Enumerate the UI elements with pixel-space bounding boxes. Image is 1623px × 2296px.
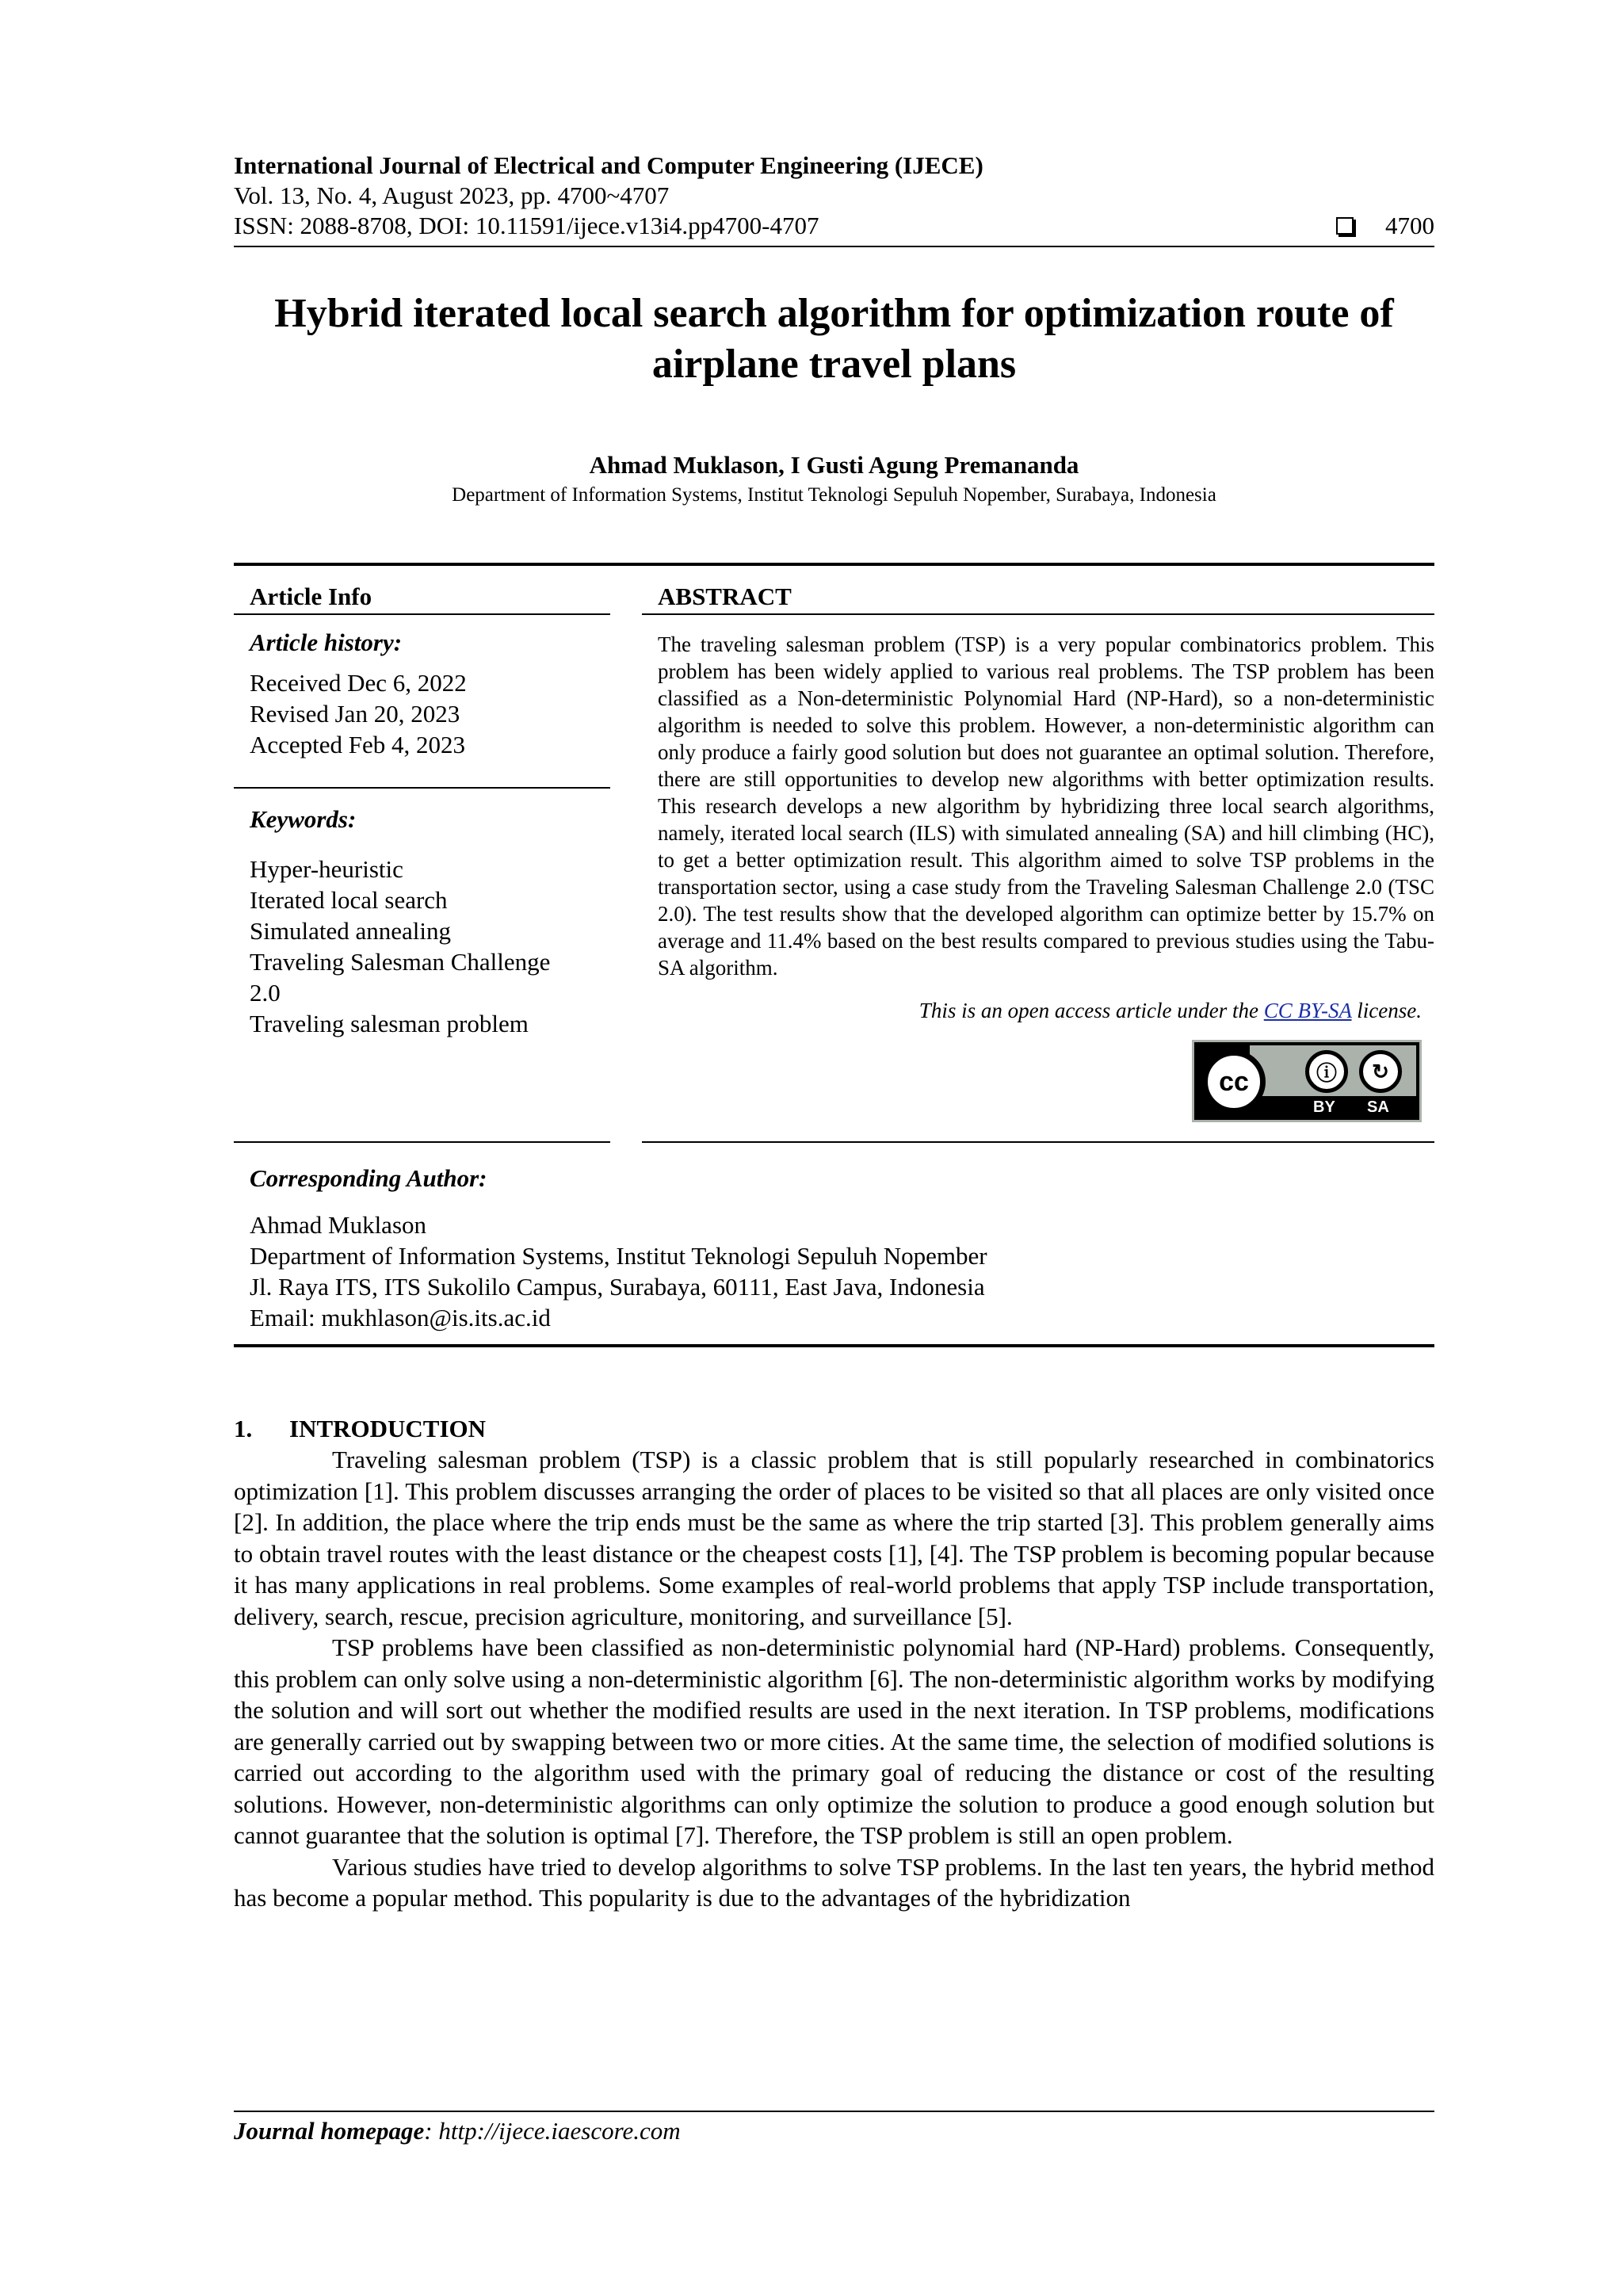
article-info-column xyxy=(234,582,610,1122)
keyword-item: 2.0 xyxy=(250,979,281,1007)
paper-title: Hybrid iterated local search algorithm for optimization route of airplane travel plans xyxy=(274,291,1394,387)
intro-paragraph: Various studies have tried to develop algorithms to solve TSP problems. In the last ten years, the hybrid method has become a popular method. This popularity is due to the advantages of the hybridization xyxy=(234,1852,1434,1912)
author-list: Ahmad Muklason, I Gusti Agung Premananda xyxy=(589,451,1079,479)
corresponding-email: Email: mukhlason@is.its.ac.id xyxy=(250,1304,551,1331)
journal-homepage xyxy=(234,2117,1434,2145)
keyword-item: Simulated annealing xyxy=(250,917,451,945)
paper-page xyxy=(234,151,1434,1914)
attribution-icon: ⓘ xyxy=(1305,1050,1348,1093)
page-footer xyxy=(234,2111,1434,2145)
affiliation: Department of Information Systems, Institut Teknologi Sepuluh Nopember, Surabaya, Indonesia xyxy=(452,484,1216,506)
abstract-text: The traveling salesman problem (TSP) is a very popular combinatorics problem. This problem has been widely applied to various real problems. The TSP problem has been classified as a Non-deterministic Polynomial Hard (NP-Hard), so a non-deterministic algorithm is needed to solve this problem. However, a non-deterministic algorithm can only produce a fairly good solution but does not guarantee an optimal solution. Therefore, there are still opportunities to develop new algorithms with better optimization results. This research develops a new algorithm by hybridizing three local search algorithms, namely, iterated local search (ILS) with simulated annealing (SA) and hill climbing (HC), to get a better optimization result. This algorithm aimed to solve TSP problems in the transportation sector, using a case study from the Traveling Salesman Challenge 2.0 (TSC 2.0). The test results show that the developed algorithm can optimize better by 15.7% on average and 11.4% based on the best results compared to previous studies using the Tabu-SA algorithm. xyxy=(658,632,1434,980)
sa-label: SA xyxy=(1367,1098,1389,1116)
volume-info: Vol. 13, No. 4, August 2023, pp. 4700~4707 xyxy=(234,181,670,209)
history-received: Received Dec 6, 2022 xyxy=(250,669,467,697)
issn-doi: ISSN: 2088-8708, DOI: 10.11591/ijece.v13i4.pp4700-4707 xyxy=(234,212,819,239)
keywords-list xyxy=(234,854,610,1039)
checkbox-square-icon xyxy=(1336,217,1354,235)
by-label: BY xyxy=(1313,1098,1335,1116)
footer-rule xyxy=(234,2111,1434,2112)
keywords-heading: Keywords: xyxy=(250,805,357,833)
corresponding-heading: Corresponding Author: xyxy=(250,1164,487,1192)
corresponding-address: Jl. Raya ITS, ITS Sukolilo Campus, Surabaya, 60111, East Java, Indonesia xyxy=(250,1273,985,1301)
share-alike-icon: ↻ xyxy=(1359,1050,1402,1093)
open-access-note xyxy=(642,997,1434,1024)
history-list xyxy=(234,667,610,760)
header-rule xyxy=(234,246,1434,247)
left-separator xyxy=(234,787,610,789)
history-heading: Article history: xyxy=(250,628,403,656)
oa-suffix: license. xyxy=(1351,999,1422,1022)
intro-paragraph: TSP problems have been classified as non-deterministic polynomial hard (NP-Hard) problems. Consequently, this problem can only solve using a non-deterministic algorithm [6]. The non-deterministic algorithm works by modifying the solution and will sort out whether the modified results are used in the next iteration. In TSP problems, modifications are generally carried out by swapping between two or more cities. At the same time, the selection of modified solutions is carried out according to the algorithm used with the primary goal of reducing the distance or cost of the resulting solutions. However, non-deterministic algorithms can only optimize the solution to produce a good enough solution but cannot guarantee that the solution is optimal [7]. Therefore, the TSP problem is still an open problem. xyxy=(234,1633,1434,1849)
article-info-block xyxy=(234,563,1434,1347)
info-end-rule xyxy=(234,1344,1434,1347)
article-info-heading: Article Info xyxy=(234,582,610,615)
corresponding-author xyxy=(234,1163,1434,1333)
keyword-item: Iterated local search xyxy=(250,886,448,914)
abstract-column xyxy=(642,582,1434,1122)
corresponding-details xyxy=(250,1209,1434,1333)
keyword-item: Hyper-heuristic xyxy=(250,855,403,883)
history-accepted: Accepted Feb 4, 2023 xyxy=(250,731,466,758)
cc-by-sa-link[interactable]: CC BY-SA xyxy=(1263,999,1352,1022)
keyword-item: Traveling salesman problem xyxy=(250,1010,529,1037)
page-number: 4700 xyxy=(1385,212,1434,239)
page-marker xyxy=(1336,212,1434,240)
abstract-heading: ABSTRACT xyxy=(642,582,1434,615)
issn-row xyxy=(234,211,1434,241)
section-heading-introduction xyxy=(234,1414,1434,1444)
keyword-item: Traveling Salesman Challenge xyxy=(250,948,551,976)
history-revised: Revised Jan 20, 2023 xyxy=(250,700,460,728)
info-bottom-rules xyxy=(234,1141,1434,1143)
journal-name: International Journal of Electrical and Computer Engineering (IJECE) xyxy=(234,151,983,179)
homepage-url[interactable]: : http://ijece.iaescore.com xyxy=(424,2117,681,2145)
oa-prefix: This is an open access article under the xyxy=(918,999,1264,1022)
homepage-label: Journal homepage xyxy=(234,2117,425,2145)
cc-logo-icon xyxy=(1202,1050,1266,1114)
cc-label: cc xyxy=(1219,1066,1249,1097)
cc-by-sa-license-icon[interactable] xyxy=(1192,1040,1422,1122)
corresponding-name: Ahmad Muklason xyxy=(250,1211,427,1239)
info-top-rule xyxy=(234,563,1434,566)
intro-paragraph: Traveling salesman problem (TSP) is a classic problem that is still popularly researched in combinatorics optimization [1]. This problem discusses arranging the order of places to be visited so that all places are only visited once [2]. In addition, the place where the trip ends must be the same as where the trip started [3]. This problem generally aims to obtain travel routes with the least distance or the cheapest costs [1], [4]. The TSP problem is becoming popular because it has many applications in real problems. Some examples of real-world problems that apply TSP include transportation, delivery, search, rescue, precision agriculture, monitoring, and surveillance [5]. xyxy=(234,1446,1434,1630)
section-title: INTRODUCTION xyxy=(289,1415,487,1442)
corresponding-dept: Department of Information Systems, Institut Teknologi Sepuluh Nopember xyxy=(250,1242,987,1270)
section-number: 1. xyxy=(234,1415,253,1442)
journal-header xyxy=(234,151,1434,247)
